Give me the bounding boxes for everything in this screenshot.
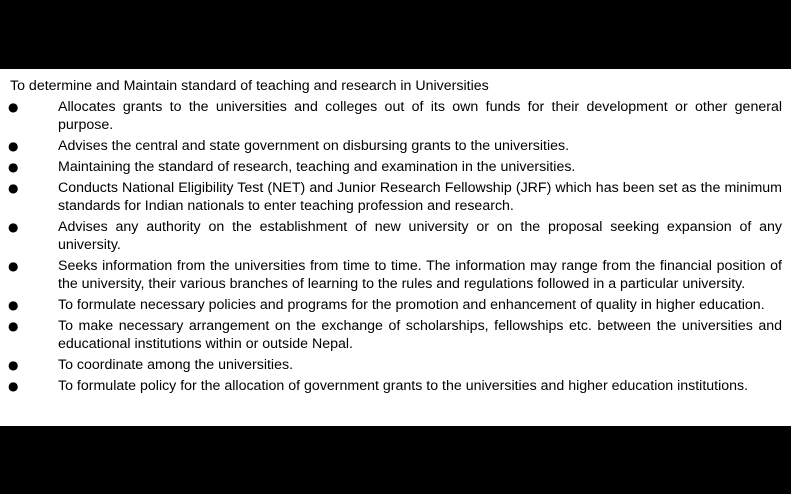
section-heading: To determine and Maintain standard of teaching and research in Universities [10, 78, 489, 94]
bullet-icon: ● [8, 358, 19, 372]
bullet-icon: ● [8, 319, 19, 333]
bullet-icon: ● [8, 139, 19, 153]
list-item [0, 137, 791, 155]
list-item-text: To formulate policy for the allocation of government grants to the universities and higher education institutions. [58, 378, 749, 394]
list-item [0, 356, 791, 374]
list-item [0, 218, 791, 254]
bullet-icon: ● [8, 379, 19, 393]
bullet-icon: ● [8, 298, 19, 312]
list-item-text: Advises the central and state government on disbursing grants to the universities. [58, 138, 570, 154]
letterbox-bottom [0, 426, 791, 494]
list-item [0, 296, 791, 314]
list-item [0, 158, 791, 176]
list-item-text: Maintaining the standard of research, teaching and examination in the universities. [58, 159, 576, 175]
list-item-text: Allocates grants to the universities and colleges out of its own funds for their development or other general purpose. [58, 99, 782, 133]
list-item [0, 257, 791, 293]
bullet-icon: ● [8, 160, 19, 174]
bullet-icon: ● [8, 181, 19, 195]
list-item [0, 179, 791, 215]
list-item-text: To formulate necessary policies and programs for the promotion and enhancement of quality in higher education. [58, 297, 765, 313]
bullet-icon: ● [8, 259, 19, 273]
document-page [0, 69, 791, 426]
letterbox-top [0, 0, 791, 69]
list-item-text: Advises any authority on the establishment of new university or on the proposal seeking expansion of any university. [58, 219, 782, 253]
list-item-text: To coordinate among the universities. [58, 357, 294, 373]
list-item [0, 98, 791, 134]
list-item-text: Conducts National Eligibility Test (NET) and Junior Research Fellowship (JRF) which has been set as the minimum standards for Indian nationals to enter teaching profession and research. [58, 180, 782, 214]
list-item-text: To make necessary arrangement on the exchange of scholarships, fellowships etc. between the universities and educational institutions within or outside Nepal. [58, 318, 782, 352]
list-item [0, 317, 791, 353]
list-item [0, 377, 791, 395]
bullet-list [0, 98, 791, 398]
bullet-icon: ● [8, 220, 19, 234]
list-item-text: Seeks information from the universities from time to time. The information may range from the financial position of the university, their various branches of learning to the rules and regulations followed in a particular university. [58, 258, 782, 292]
bullet-icon: ● [8, 100, 19, 114]
